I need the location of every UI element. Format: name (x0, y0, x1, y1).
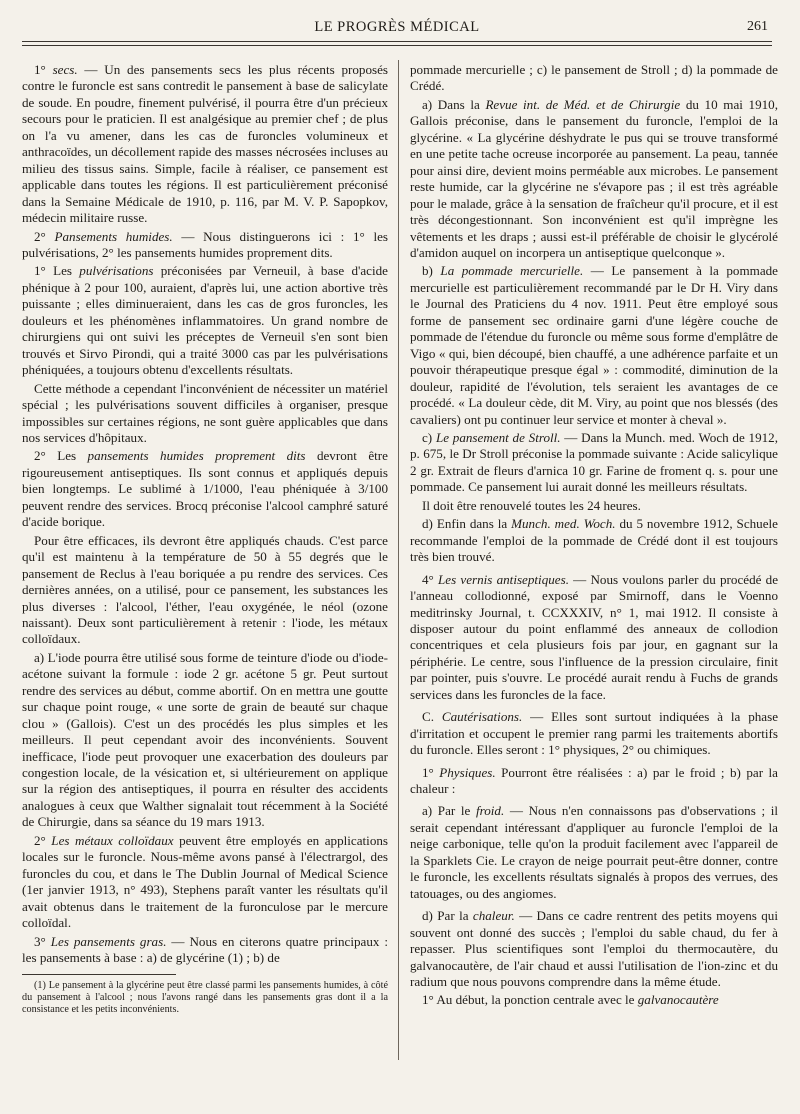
paragraph-lead: d) Par la (422, 908, 473, 924)
paragraph-text: Pourront être réalisées : a) par le froid ; b) par la chaleur : (410, 764, 778, 797)
paragraph (410, 430, 778, 496)
paragraph-heading: chaleur. (472, 908, 515, 924)
paragraph-lead: b) (422, 263, 441, 279)
paragraph-heading: secs. (52, 62, 78, 77)
paragraph-text: — Nous n'en connaissons pas d'observations ; il serait cependant intéressant d'appliquer au furoncle l'emploi de la neige carbonique, telle qu'on la produit facilement avec l'appareil de la Sparklets Cie. Le crayon de neige pourrait peut-être donner, contre le furoncle, les excellents résultats signalés à propos des verrues, des tatouages, ou des angiomes. (410, 803, 778, 901)
paragraph (410, 498, 778, 514)
paragraph-text: L'iode pourra être utilisé sous forme de teinture d'iode ou d'iode-acétone suivant la formule : iode 2 gr. acétone 5 gr. Peut surtout rendre des services au début, comme abortif. On en mettra une goutte sur chaque point rouge, « une sorte de grain de beauté sur chaque clou » (Gallois). C'est un des procédés les plus simples et les meilleurs. Il peut cependant avoir des inconvénients. Souvent inefficace, l'iode peut provoquer une exacerbation des douleurs par congestion locale, de la vésication et, si ultérieurement on applique sur la région des antiseptiques, il pourra en résulter des accidents analogues à ceux que Walther signalait tout récemment à la Société de Chirurgie, dans sa séance du 19 mars 1913. (22, 649, 389, 830)
header-rule (22, 41, 772, 42)
paragraph-lead: 2° (34, 228, 55, 244)
paragraph-heading: Physiques. (439, 764, 496, 780)
paragraph (410, 765, 778, 798)
paragraph (410, 572, 778, 704)
header-rule-thin (22, 45, 772, 46)
paragraph-text: — Nous distinguerons ici : 1° les pulvérisations, 2° les pansements humides proprement dits. (22, 228, 388, 260)
paragraph-heading: Les pansements gras. (50, 933, 167, 949)
paragraph-text: — Elles sont surtout indiquées à la phase d'irritation et occupent le premier rang parmi les traitements abortifs du furoncle. Elles seront : 1° physiques, 2° ou chimiques. (410, 709, 779, 758)
paragraph-text: — Le pansement à la pommade mercurielle est particulièrement recommandé par le Dr H. Viry dans le Journal des Praticiens du 4 nov. 1911. Peut être employé sous forme de pansement sec ordinaire garni d'une légère couche de pommade de l'étendue du furoncle ou même sous forme d'emplâtre de Vigo « qui, bien découpé, bien chauffé, a une adhérence parfaite et un pouvoir thérapeutique presque égal » : commodité, diminution de la douleur, rapidité de l'évolution, tels seraient les avantages de ce procédé. « La douleur cède, dit M. Viry, au point que nos blessés (des cavaliers) ont pu continuer leur service et monter à cheval ». (410, 263, 778, 427)
paragraph-heading: pansements humides proprement dits (87, 448, 306, 464)
paragraph-lead: a) (34, 649, 48, 665)
page-number: 261 (747, 19, 768, 34)
paragraph-heading: pulvérisations (79, 263, 154, 279)
footnote-rule (22, 974, 176, 975)
paragraph-lead: c) (422, 429, 436, 445)
paragraph-heading: La pommade mercurielle. (440, 263, 584, 279)
paragraph-heading: Pansements humides. (54, 228, 173, 244)
page-header (22, 14, 772, 44)
paragraph-text: — Nous voulons parler du procédé de l'anneau collodionné, exposé par Smirnoff, dans le Voenno meditrinsky Journal, t. CCXXXIV, n° 1, mai 1912. Il consiste à disposer autour du point enflammé des anneaux de collodion concentriques et cela plusieurs fois par jour, en gagnant sur la périphérie. Le centre, sous l'influence de la pression circulaire, finit par pointer, puis s'ouvre. Le procédé aurait rendu à Fuchs de grands services dans les furoncles de la face. (410, 571, 779, 702)
paragraph (22, 229, 388, 262)
paragraph-heading: Le pansement de Stroll. (435, 429, 561, 445)
paragraph-lead: 1° Au début, la ponction centrale avec le (422, 992, 638, 1008)
paragraph (22, 934, 388, 967)
paragraph-text: du 5 novembre 1912, Schuele recommande l'emploi de la pommade de Crédé dont il est toujours très bien trouvé. (410, 516, 778, 565)
paragraph (22, 448, 388, 530)
paragraph-heading: Revue int. de Méd. et de Chirurgie (485, 96, 681, 112)
paragraph (410, 803, 778, 902)
left-column (22, 62, 388, 1017)
paragraph-lead: C. (422, 709, 442, 725)
paragraph-text: — Dans ce cadre rentrent des petits moyens qui souvent ont donné des succès ; l'emploi du sable chaud, du fer à repasser. Plus scientifiques sont l'emploi du thermocautère, du galvanocautère, de l'air chaud et aussi l'utilisation de l'ion-zinc et du radium que nous pouvons comprendre dans la même étude. (410, 908, 778, 990)
paragraph (410, 62, 778, 95)
paragraph (410, 516, 778, 565)
paragraph-lead: 1° (34, 62, 53, 77)
paragraph-lead: 2° Les (34, 448, 88, 464)
paragraph-text: Pour être efficaces, ils devront être appliqués chauds. C'est parce qu'il est maintenu à la température de 50 à 55 degrés que le pansement de Reclus à l'eau boriquée a pu rendre des services. Ces dernières années, on a utilisé, pour ce pansement, les substances les plus diverses : l'alcool, l'éther, l'eau oxygénée, le néol (ozone naissant). Deux sont particulièrement à retenir : l'iode, les métaux colloïdaux. (22, 532, 388, 647)
paragraph-lead: 1° (422, 764, 440, 780)
paragraph-heading: Munch. med. Woch. (511, 516, 616, 532)
paragraph-heading: Cautérisations. (441, 709, 523, 725)
paragraph-text: peuvent être employés en applications locales sur le furoncle. Nous-même avons pansé à l'électrargol, des furoncles du cou, et dans le The Dublin Journal of Medical Science (1er janvier 1913, n° 493), Stephens paraît vanter les résultats qu'il avait obtenus dans le traitement de la furonculose par le mercure colloïdal. (22, 832, 389, 931)
paragraph-lead: 3° (34, 933, 51, 949)
column-divider (398, 60, 399, 1060)
paragraph-text: Il doit être renouvelé toutes les 24 heures. (422, 497, 641, 513)
paragraph-text: — Nous en citerons quatre principaux : les pansements à base : a) de glycérine (1) ; b) de (22, 933, 389, 966)
paragraph (22, 650, 388, 831)
paragraph (22, 533, 388, 648)
paragraph-lead: 2° (34, 832, 52, 848)
paragraph-heading: Les vernis antiseptiques. (438, 571, 569, 587)
paragraph-lead: a) Dans la (422, 96, 486, 112)
paragraph (410, 709, 778, 758)
paragraph (22, 263, 388, 378)
paragraph-text: — Dans la Munch. med. Woch de 1912, p. 675, le Dr Stroll préconise la pommade suivante : Acide salicylique 2 gr. Extrait de fleurs d'arnica 10 gr. Farine de froment q. s. pour une pommade. Ce pansement lui aurait donné les meilleurs résultats. (410, 429, 779, 495)
paragraph-heading: froid. (475, 803, 505, 819)
paragraph (22, 62, 388, 227)
paragraph (410, 908, 778, 990)
paragraph (410, 263, 778, 428)
paragraph-heading: Les métaux colloïdaux (51, 832, 174, 848)
footnote: (1) Le pansement à la glycérine peut être classé parmi les pansements humides, à côté du pansement à l'alcool ; nous l'avons rangé dans les pansements gras dont il a la consistance et les petits inconvénients. (22, 980, 388, 1015)
paragraph-text: préconisées par Verneuil, à base d'acide phénique à 2 pour 100, auraient, d'après lui, une action abortive très puissante ; elles diminueraient, dans les cas de gros furoncles, les douleurs et les phénomènes inflammatoires. Un grand nombre de chirurgiens qui ont suivi les préceptes de Verneuil s'en sont bien trouvés et Sirvo Pirondi, qui a traité 3000 cas par les pulvérisations phéniquées, a toujours obtenu d'excellents résultats. (22, 263, 388, 378)
paragraph-text: Cette méthode a cependant l'inconvénient de nécessiter un matériel spécial ; les pulvérisations souvent difficiles à organiser, presque impossibles sur certaines régions, ne sont guère applicables que dans nos services d'hôpitaux. (22, 380, 388, 445)
paragraph-lead: a) Par le (422, 803, 476, 819)
paragraph-text: du 10 mai 1910, Gallois préconise, dans le pansement du furoncle, l'emploi de la glycérine. « La glycérine déshydrate le pus qui se trouve transformé en une petite tache ocreuse incorporée au pansement. La peau, tannée pour ainsi dire, devient moins perméable aux microbes. Le pansement reste humide, car la glycérine ne s'évapore pas ; il est très agréable pour le malade, grâce à la sensation de fraîcheur qu'il procure, et il est très décongestionnant. Son inconvénient est qu'il imprègne les vêtements et les draps ; aussi est-il préférable de choisir le glycérolé d'amidon auquel on incorpera un antiseptique quelconque ». (410, 96, 778, 260)
paragraph (22, 381, 388, 447)
paragraph-lead: 1° Les (34, 263, 80, 279)
paragraph-lead: 4° (422, 571, 438, 587)
right-column (410, 62, 778, 1011)
paragraph-heading: galvanocautère (637, 992, 719, 1008)
journal-title: LE PROGRÈS MÉDICAL (314, 19, 480, 35)
paragraph-text: devront être rigoureusement antiseptiques. Ils sont connus et appliqués depuis bien longtemps. Le sublimé à 1/1000, l'eau phéniquée à 3/100 peuvent rendre des services. Brocq préconise l'alcool camphré saturé d'acide borique. (22, 448, 388, 530)
paragraph-text: — Un des pansements secs les plus récents proposés contre le furoncle est sans contredit le pansement à base de salicylate de soude. En poudre, finement pulvérisé, il pourra être d'un précieux secours pour le praticien. Il est analgésique au premier chef ; de plus on l'a vu amener, dans les cas de furoncles volumineux et anthracoïdes, un décollement rapide des masses nécrosées incluses au milieu des tissus sains. Simple, facile à réaliser, ce pansement est applicable dans toutes les régions. Il est particulièrement préconisé dans la Semaine Médicale de 1910, p. 116, par M. V. P. Sapopkov, médecin militaire russe. (22, 62, 388, 226)
paragraph-lead: d) Enfin dans la (422, 516, 512, 532)
paragraph-text: pommade mercurielle ; c) le pansement de Stroll ; d) la pommade de Crédé. (410, 62, 778, 94)
paragraph (22, 833, 388, 932)
paragraph (410, 97, 778, 262)
paragraph (410, 992, 778, 1008)
